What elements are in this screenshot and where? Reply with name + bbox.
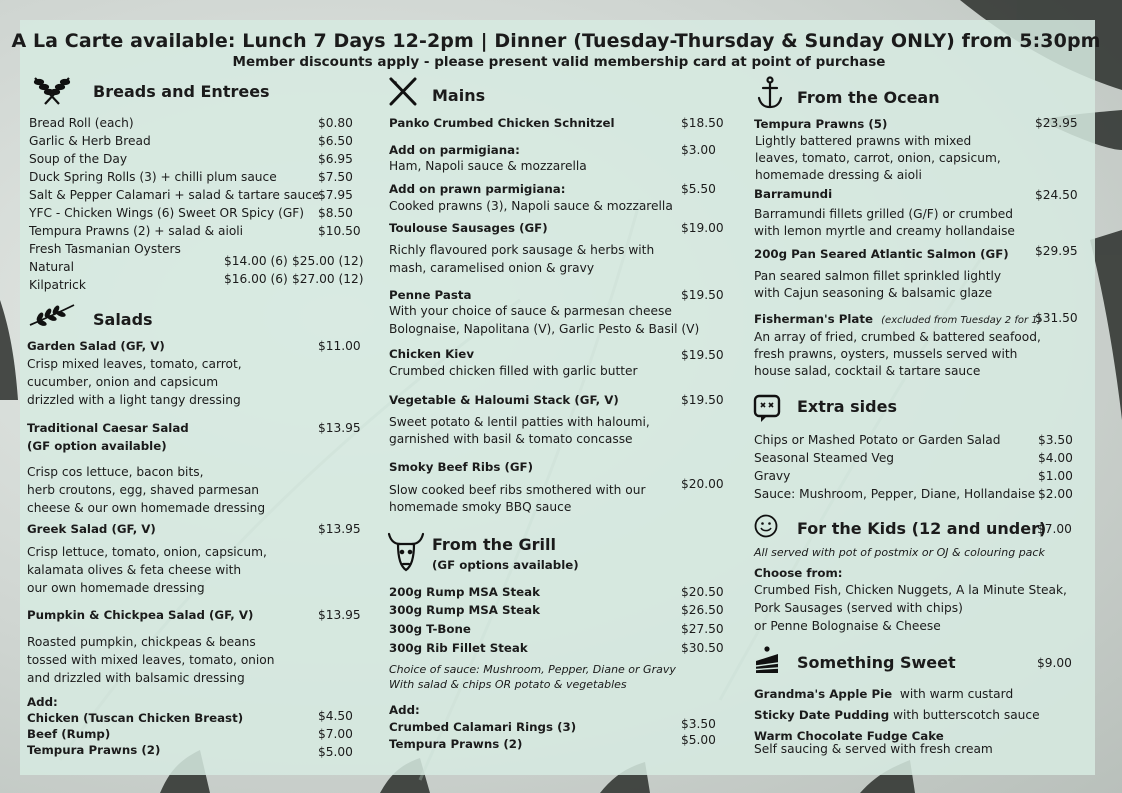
tempura-prawns-desc: homemade dressing & aioli	[755, 168, 922, 182]
garden-salad-price: $11.00	[318, 339, 361, 353]
grill-heading: From the Grill	[432, 535, 556, 554]
grill-add-price: $5.00	[681, 733, 716, 747]
menu-item-name: YFC - Chicken Wings (6) Sweet OR Spicy (GF)	[29, 206, 305, 220]
side-name: Sauce: Mushroom, Pepper, Diane, Hollandaise	[754, 487, 1036, 501]
ribs-desc: homemade smoky BBQ sauce	[389, 500, 572, 514]
menu-item-price: $6.95	[318, 152, 353, 166]
menu-item-name: Bread Roll (each)	[29, 116, 134, 130]
pumpkin-salad-name: Pumpkin & Chickpea Salad (GF, V)	[27, 608, 254, 622]
oysters-kilpatrick-12: $27.00 (12)	[292, 272, 364, 286]
grill-add-item: Tempura Prawns (2)	[389, 737, 523, 751]
garden-salad-name: Garden Salad (GF, V)	[27, 339, 165, 353]
oysters-natural-12: $25.00 (12)	[292, 254, 364, 268]
dessert-row	[754, 683, 1013, 702]
anchor-icon	[756, 76, 784, 110]
tempura-prawns-price: $23.95	[1035, 116, 1078, 130]
pumpkin-salad-price: $13.95	[318, 608, 361, 622]
breads-heading: Breads and Entrees	[93, 82, 270, 101]
salad-add-label: Add:	[27, 695, 58, 709]
cake-slice-icon	[753, 645, 781, 677]
menu-item-name: Duck Spring Rolls (3) + chilli plum sauce	[29, 170, 277, 184]
oysters-kilpatrick-6: $16.00 (6)	[224, 272, 288, 286]
sides-heading: Extra sides	[797, 397, 897, 416]
prawn-parmigiana-price: $5.50	[681, 182, 716, 196]
fishermans-plate-desc: fresh prawns, oysters, mussels served with	[754, 347, 1018, 361]
salmon-name: 200g Pan Seared Atlantic Salmon (GF)	[754, 247, 1009, 261]
kids-desc: Pork Sausages (served with chips)	[754, 601, 963, 615]
salmon-desc: Pan seared salmon fillet sprinkled lightly	[754, 269, 1002, 283]
side-price: $2.00	[1038, 487, 1073, 501]
menu-item-name: Soup of the Day	[29, 152, 128, 166]
stack-price: $19.50	[681, 393, 724, 407]
oysters-title: Fresh Tasmanian Oysters	[29, 242, 181, 256]
tempura-prawns-name: Tempura Prawns (5)	[754, 117, 888, 131]
grill-add-price: $3.50	[681, 717, 716, 731]
prawn-parmigiana-desc: Cooked prawns (3), Napoli sauce & mozzarella	[389, 199, 673, 213]
side-price: $3.50	[1038, 433, 1073, 447]
menu-item-price: $6.50	[318, 134, 353, 148]
steak-price: $30.50	[681, 641, 724, 655]
steak-name: 200g Rump MSA Steak	[389, 585, 540, 599]
kids-choose-label: Choose from:	[754, 566, 843, 580]
menu-item-price: $10.50	[318, 224, 361, 238]
oysters-natural: Natural	[29, 260, 74, 274]
side-name: Gravy	[754, 469, 791, 483]
barramundi-desc: Barramundi fillets grilled (G/F) or crumbed	[754, 207, 1013, 221]
steak-price: $26.50	[681, 603, 724, 617]
caesar-salad-desc: herb croutons, egg, shaved parmesan	[27, 483, 260, 497]
menu-item-price: $7.95	[318, 188, 353, 202]
stack-desc: garnished with basil & tomato concasse	[389, 432, 633, 446]
stack-desc: Sweet potato & lentil patties with haloumi,	[389, 415, 650, 429]
speech-bubble-icon	[753, 394, 781, 424]
grill-sauce-note: Choice of sauce: Mushroom, Pepper, Diane or Gravy	[389, 663, 676, 676]
penne-desc: Bolognaise, Napolitana (V), Garlic Pesto & Basil (V)	[389, 322, 700, 336]
garden-salad-desc: cucumber, onion and capsicum	[27, 375, 219, 389]
tempura-prawns-desc: leaves, tomato, carrot, onion, capsicum,	[755, 151, 1001, 165]
fishermans-plate-desc: An array of fried, crumbed & battered seafood,	[754, 330, 1041, 344]
ribs-price: $20.00	[681, 477, 724, 491]
tempura-prawns-desc: Lightly battered prawns with mixed	[755, 134, 972, 148]
mains-heading: Mains	[432, 86, 486, 105]
ocean-heading: From the Ocean	[797, 88, 940, 107]
grill-add-item: Crumbed Calamari Rings (3)	[389, 720, 577, 734]
fishermans-plate-note: (excluded from Tuesday 2 for 1)	[881, 315, 1042, 326]
caesar-salad-desc: Crisp cos lettuce, bacon bits,	[27, 465, 204, 479]
dessert-row	[754, 704, 1040, 723]
kids-price: $7.00	[1037, 522, 1072, 536]
toulouse-name: Toulouse Sausages (GF)	[389, 221, 548, 235]
fishermans-plate-title: Fisherman's Plate	[754, 312, 874, 326]
menu-item-price: $7.50	[318, 170, 353, 184]
grill-subtitle: (GF options available)	[432, 558, 579, 572]
greek-salad-name: Greek Salad (GF, V)	[27, 522, 156, 536]
side-price: $4.00	[1038, 451, 1073, 465]
kids-heading: For the Kids (12 and under)	[797, 519, 1047, 538]
dessert-desc: with butterscotch sauce	[889, 708, 1040, 722]
prawn-parmigiana-name: Add on prawn parmigiana:	[389, 182, 566, 196]
steak-price: $27.50	[681, 622, 724, 636]
pumpkin-salad-desc: tossed with mixed leaves, tomato, onion	[27, 653, 275, 667]
salad-add-item: Tempura Prawns (2)	[27, 743, 161, 757]
side-name: Chips or Mashed Potato or Garden Salad	[754, 433, 1001, 447]
kids-desc: or Penne Bolognaise & Cheese	[754, 619, 941, 633]
kiev-desc: Crumbed chicken filled with garlic butter	[389, 364, 638, 378]
penne-price: $19.50	[681, 288, 724, 302]
parmigiana-price: $3.00	[681, 143, 716, 157]
toulouse-desc: Richly flavoured pork sausage & herbs with	[389, 243, 655, 257]
greek-salad-desc: Crisp lettuce, tomato, onion, capsicum,	[27, 545, 267, 559]
oysters-natural-6: $14.00 (6)	[224, 254, 288, 268]
toulouse-desc: mash, caramelised onion & gravy	[389, 261, 595, 275]
kids-note: All served with pot of postmix or OJ & colouring pack	[754, 546, 1045, 559]
menu-item-price: $8.50	[318, 206, 353, 220]
grill-sides-note: With salad & chips OR potato & vegetables	[389, 678, 627, 691]
smiley-icon	[754, 514, 778, 538]
menu-item-price: $0.80	[318, 116, 353, 130]
fishermans-plate-desc: house salad, cocktail & tartare sauce	[754, 364, 981, 378]
kiev-price: $19.50	[681, 348, 724, 362]
sweet-price: $9.00	[1037, 656, 1072, 670]
caesar-salad-name: Traditional Caesar Salad	[27, 421, 189, 435]
toulouse-price: $19.00	[681, 221, 724, 235]
steak-name: 300g T-Bone	[389, 622, 471, 636]
salad-add-item: Chicken (Tuscan Chicken Breast)	[27, 711, 244, 725]
caesar-salad-desc: cheese & our own homemade dressing	[27, 501, 266, 515]
knife-fork-icon	[387, 76, 419, 106]
salads-heading: Salads	[93, 310, 153, 329]
menu-item-name: Tempura Prawns (2) + salad & aioli	[29, 224, 244, 238]
parmigiana-name: Add on parmigiana:	[389, 143, 520, 157]
barramundi-desc: with lemon myrtle and creamy hollandaise	[754, 224, 1015, 238]
ribs-desc: Slow cooked beef ribs smothered with our	[389, 483, 646, 497]
pumpkin-salad-desc: Roasted pumpkin, chickpeas & beans	[27, 635, 256, 649]
barramundi-name: Barramundi	[754, 187, 833, 201]
grill-add-label: Add:	[389, 703, 420, 717]
schnitzel-name: Panko Crumbed Chicken Schnitzel	[389, 116, 615, 130]
fishermans-plate-name	[754, 312, 1042, 326]
side-name: Seasonal Steamed Veg	[754, 451, 895, 465]
salad-add-price: $7.00	[318, 727, 353, 741]
sweet-heading: Something Sweet	[797, 653, 956, 672]
steak-name: 300g Rib Fillet Steak	[389, 641, 528, 655]
salmon-price: $29.95	[1035, 244, 1078, 258]
herb-sprig-icon	[28, 303, 76, 327]
salad-add-price: $5.00	[318, 745, 353, 759]
greek-salad-price: $13.95	[318, 522, 361, 536]
menu-item-name: Garlic & Herb Bread	[29, 134, 151, 148]
side-price: $1.00	[1038, 469, 1073, 483]
schnitzel-price: $18.50	[681, 116, 724, 130]
oysters-kilpatrick: Kilpatrick	[29, 278, 86, 292]
penne-name: Penne Pasta	[389, 288, 472, 302]
greek-salad-desc: kalamata olives & feta cheese with	[27, 563, 242, 577]
ribs-name: Smoky Beef Ribs (GF)	[389, 460, 533, 474]
parmigiana-desc: Ham, Napoli sauce & mozzarella	[389, 159, 587, 173]
caesar-salad-price: $13.95	[318, 421, 361, 435]
dessert-name: Warm Chocolate Fudge Cake	[754, 729, 944, 743]
salad-add-item: Beef (Rump)	[27, 727, 111, 741]
kiev-name: Chicken Kiev	[389, 347, 475, 361]
steak-name: 300g Rump MSA Steak	[389, 603, 540, 617]
caesar-salad-name-note: (GF option available)	[27, 439, 167, 453]
salad-add-price: $4.50	[318, 709, 353, 723]
stack-name: Vegetable & Haloumi Stack (GF, V)	[389, 393, 619, 407]
dessert-desc: Self saucing & served with fresh cream	[754, 742, 993, 756]
wheat-icon	[29, 74, 75, 106]
menu-item-name: Salt & Pepper Calamari + salad & tartare sauce	[29, 188, 320, 202]
dessert-name: Grandma's Apple Pie	[754, 687, 893, 701]
kids-desc: Crumbed Fish, Chicken Nuggets, A la Minute Steak,	[754, 583, 1067, 597]
garden-salad-desc: Crisp mixed leaves, tomato, carrot,	[27, 357, 242, 371]
opening-hours: A La Carte available: Lunch 7 Days 12-2pm | Dinner (Tuesday-Thursday & Sunday ONLY) from 5:30pm	[11, 30, 1101, 52]
pumpkin-salad-desc: and drizzled with balsamic dressing	[27, 671, 245, 685]
penne-desc: With your choice of sauce & parmesan cheese	[389, 304, 672, 318]
dessert-name: Sticky Date Pudding	[754, 708, 890, 722]
bull-head-icon	[386, 530, 426, 572]
steak-price: $20.50	[681, 585, 724, 599]
dessert-desc: with warm custard	[892, 687, 1014, 701]
salmon-desc: with Cajun seasoning & balsamic glaze	[754, 286, 993, 300]
member-discount-note: Member discounts apply - please present valid membership card at point of purchase	[232, 54, 886, 70]
greek-salad-desc: our own homemade dressing	[27, 581, 205, 595]
garden-salad-desc: drizzled with a light tangy dressing	[27, 393, 241, 407]
fishermans-plate-price: $31.50	[1035, 311, 1078, 325]
barramundi-price: $24.50	[1035, 188, 1078, 202]
